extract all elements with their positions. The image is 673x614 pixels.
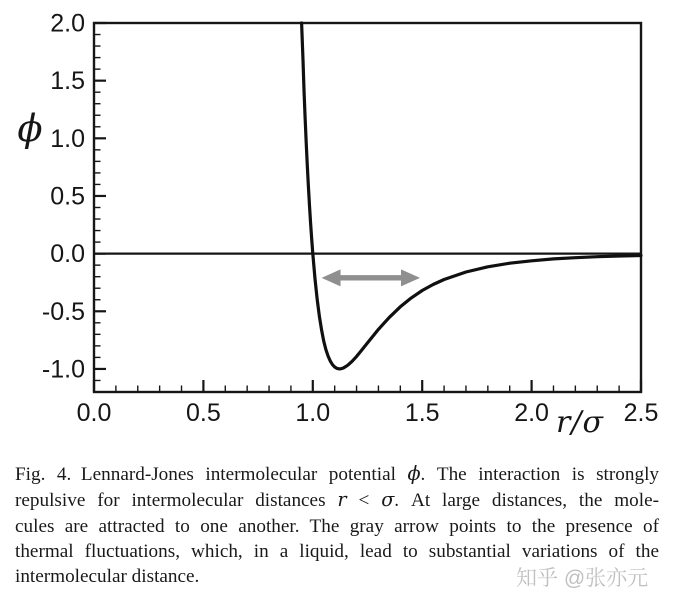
- caption-phi-symbol: ϕ: [407, 462, 421, 485]
- caption-line: [15, 514, 659, 539]
- y-tick-label: -1.0: [41, 355, 85, 384]
- caption-text: <: [346, 490, 382, 512]
- caption-text: cules are attracted to one another. The gray arrow points to the presence of: [15, 515, 659, 537]
- y-tick-label: 1.0: [50, 124, 85, 153]
- y-tick-label: 0.0: [50, 240, 85, 269]
- x-tick-label: 2.0: [514, 399, 549, 427]
- caption-text: . The interaction is strongly: [420, 464, 659, 485]
- watermark-zhihu: 知乎 @张亦元: [516, 567, 649, 590]
- caption-text: . At large distances, the mole-: [394, 490, 659, 512]
- x-tick-label: 0.5: [186, 399, 221, 427]
- caption-text: intermolecular distance.: [15, 566, 200, 588]
- caption-text: Fig. 4. Lennard-Jones intermolecular potential: [15, 464, 408, 485]
- caption-line: [15, 487, 659, 513]
- caption-sigma-symbol: σ: [381, 488, 395, 512]
- caption-text: repulsive for intermolecular distances: [15, 490, 338, 512]
- caption-line: [15, 539, 659, 564]
- y-tick-label: 1.5: [50, 67, 85, 96]
- x-tick-label: 2.5: [623, 399, 659, 427]
- y-axis-label: ϕ: [17, 107, 43, 150]
- caption-line: [15, 461, 659, 487]
- caption-text: thermal fluctuations, which, in a liquid, lead to substantial variations of the: [15, 540, 659, 562]
- y-tick-label: 0.5: [50, 182, 85, 211]
- lj-potential-curve: [302, 23, 641, 369]
- caption-r-symbol: r: [337, 488, 347, 512]
- x-tick-label: 1.5: [404, 399, 440, 427]
- y-tick-label: -0.5: [41, 297, 85, 326]
- x-tick-label: 0.0: [76, 399, 112, 427]
- x-tick-label: 1.0: [295, 399, 331, 427]
- y-tick-label: 2.0: [50, 9, 85, 38]
- plot-frame: [94, 23, 641, 392]
- thermal-fluctuation-arrow: [322, 269, 420, 286]
- x-axis-label: r/σ: [556, 405, 604, 440]
